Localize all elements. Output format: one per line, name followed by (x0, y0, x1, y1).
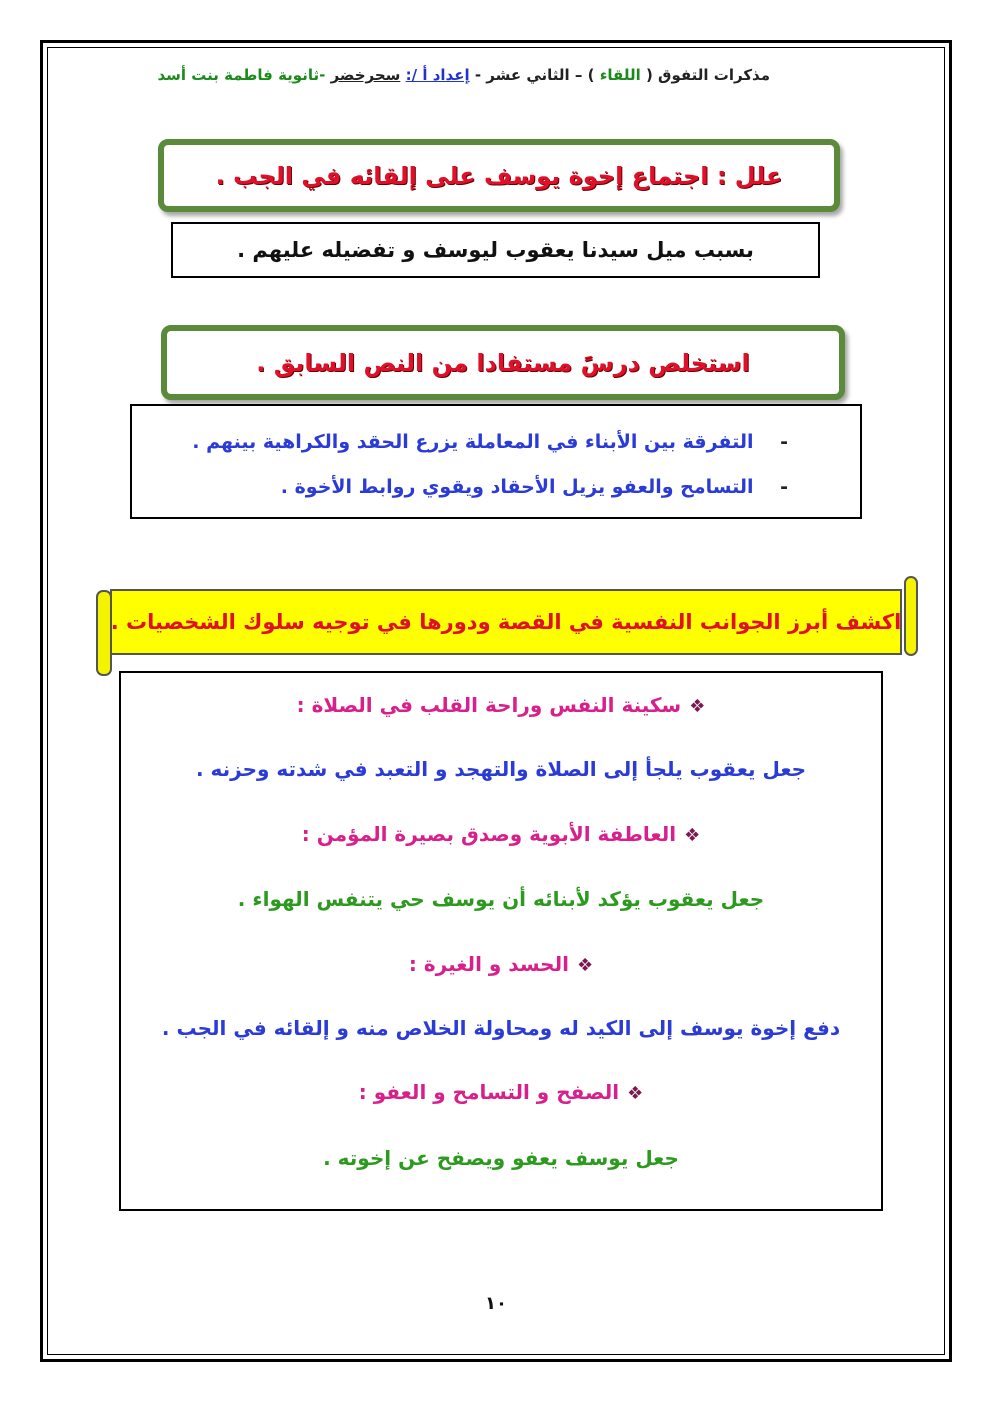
question-1-title: علل : اجتماع إخوة يوسف على إلقائه في الجب . (215, 161, 783, 190)
aspect-heading (121, 952, 881, 976)
lesson-line (132, 469, 788, 514)
answer-1-text: بسبب ميل سيدنا يعقوب ليوسف و تفضيله عليهم . (237, 238, 754, 262)
scroll-curl-right (904, 576, 918, 656)
aspect-heading (121, 822, 881, 846)
aspect-heading-text: سكينة النفس وراحة القلب في الصلاة : (296, 693, 682, 717)
aspect-text: جعل يعقوب يلجأ إلى الصلاة والتهجد و التعبد في شدته وحزنه . (195, 757, 807, 781)
aspect-heading (121, 693, 881, 717)
header-part-1: مذكرات التفوق ( (645, 66, 770, 84)
answer-1-box (171, 222, 820, 278)
question-3-scroll-banner (96, 576, 918, 676)
lesson-text: التسامح والعفو يزيل الأحقاد ويقوي روابط الأخوة . (280, 476, 754, 498)
diamond-bullet-icon: ❖ (689, 696, 706, 717)
diamond-bullet-icon: ❖ (576, 955, 594, 976)
question-3-title: اكشف أبرز الجوانب النفسية في القصة ودورها في توجيه سلوك الشخصيات . (110, 610, 902, 634)
question-2-box (161, 325, 845, 400)
header-part-4: إعداد أ /: (405, 66, 470, 84)
aspect-text: دفع إخوة يوسف إلى الكيد له ومحاولة الخلاص منه و إلقائه في الجب . (161, 1016, 841, 1040)
header-part-3: ) – الثاني عشر - (474, 66, 595, 84)
question-1-box (158, 139, 840, 212)
dash-bullet: - (780, 431, 788, 453)
lesson-text: التفرقة بين الأبناء في المعاملة يزرع الحقد والكراهية بينهم . (192, 431, 754, 453)
scroll-body (110, 589, 902, 655)
aspect-heading-text: العاطفة الأبوية وصدق بصيرة المؤمن : (301, 822, 677, 846)
header-part-2: اللقاء (599, 66, 641, 84)
aspect-heading-text: الحسد و الغيرة : (408, 952, 569, 976)
answer-2-box (130, 404, 862, 519)
diamond-bullet-icon: ❖ (627, 1083, 644, 1104)
aspect-text: جعل يوسف يعفو ويصفح عن إخوته . (323, 1146, 679, 1170)
aspect-heading-text: الصفح و التسامح و العفو : (358, 1080, 620, 1104)
question-2-title: استخلص درسً مستفادا من النص السابق . (256, 348, 750, 377)
page-header (157, 66, 770, 84)
header-author: سحرخضر (330, 66, 401, 84)
dash-bullet: - (780, 476, 788, 498)
lesson-line (132, 424, 788, 469)
header-school: -ثانوية فاطمة بنت أسد (157, 66, 326, 84)
answer-3-box (119, 671, 883, 1211)
page-number: ١٠ (485, 1293, 507, 1314)
diamond-bullet-icon: ❖ (684, 825, 701, 846)
aspect-heading (121, 1080, 881, 1104)
aspect-text: جعل يعقوب يؤكد لأبنائه أن يوسف حي يتنفس الهواء . (237, 887, 765, 911)
